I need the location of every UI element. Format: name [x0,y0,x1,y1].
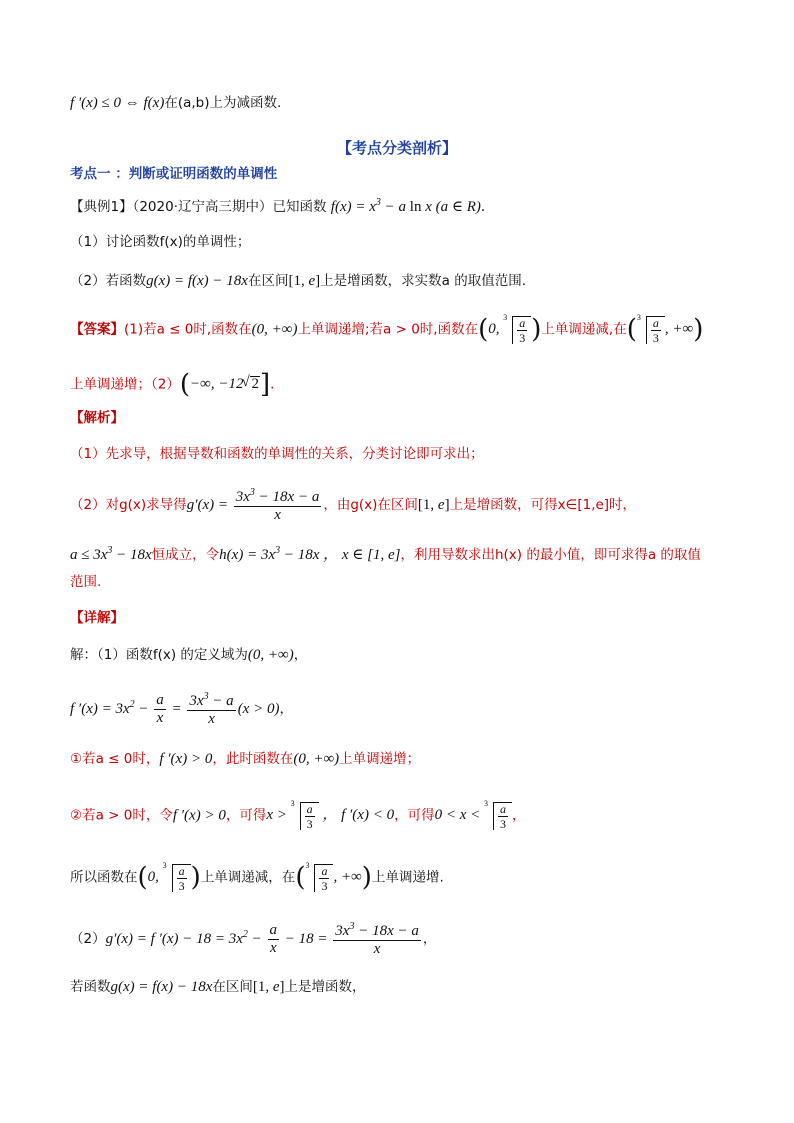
kaodian-text: 判断或证明函数的单调性 [128,166,278,182]
case2a: ②若a > 0时，令 [70,807,173,824]
q2-middle: 在区间 [247,273,289,289]
analysis-s2b: ，由g(x)在区间 [323,496,418,513]
intro-text: 在(a,b)上为减函数. [164,95,282,111]
conc-c: 上单调递增. [371,869,444,886]
analysis-line-3: $a \le 3x^3 - 18x$恒成立，令$h(x) = 3x^3 - 18x$ ， x ∈ [1, e]，利用导数求出h(x) 的最小值，即可求得a 的取值 [70,545,701,563]
conc-b: 上单调递减，在 [200,869,296,886]
answer-label: 【答案】 [70,321,124,338]
analysis-s2c: 上是增函数，可得x∈[1,e]时， [449,496,637,513]
analysis-s1: （1）先求导，根据导数和函数的单调性的关系，分类讨论即可求出； [70,446,484,462]
section-title: 【考点分类剖析】 [336,139,457,157]
conc-a: 所以函数在 [70,869,138,886]
answer-line-1: 【答案】(1)若a ≤ 0时,函数在(0, +∞)上单调递增;若a > 0时,函数在(0, 3 $\frac{a}{3}$ )上单调递减,在( 3 $\frac{a}{3}$ , +∞) [70,313,704,345]
q2-prefix: （2）若函数 [70,273,147,289]
g-prefix: （2） [70,930,106,947]
question-1: （1）讨论函数f(x)的单调性； [70,234,251,250]
case-1: ①若a ≤ 0时，f ′(x) > 0，此时函数在(0, +∞)上单调递增； [70,751,421,767]
kaodian-heading [70,168,277,182]
analysis-s4: 范围. [70,574,102,590]
kaodian-label: 考点一 ： [70,166,129,182]
last-c: 上是增函数， [284,979,366,995]
answer-p3: 上单调递减,在 [541,321,627,338]
intro-line: f '(x) ≤ 0 ⇔ f(x)在(a,b)上为减函数. [70,95,282,111]
analysis-s3a: 恒成立，令 [151,547,220,563]
last-b: 在区间 [212,979,253,995]
case2b: ，可得 [225,807,267,824]
example-source: （2020·辽宁高三期中） [132,199,273,215]
analysis-label: 【解析】 [70,410,124,426]
answer-p2: 上单调递增;若a > 0时,函数在 [297,321,479,338]
detail-domain: 解：（1）函数f(x) 的定义域为(0, +∞)， [70,647,308,663]
example-label: 【典例1】 [70,199,133,215]
q2-suffix: 上是增函数，求实数a 的取值范围. [320,273,526,289]
derivative-line: f $'(x) = 3x^2$ − $\frac{a}{x}$ = $\frac{3x^3 - a}{x}$ (x > 0)， [70,691,293,727]
case1c: 上单调递增； [339,751,421,767]
answer-line-2: 上单调递增；（2）(−∞, −12√ 2]. [70,372,274,398]
answer-p4: 上单调递增；（2） [70,376,180,393]
case1a: ①若a ≤ 0时， [70,751,160,767]
analysis-line-2: （2）对g(x)求导得g′(x) = $\frac{3x^3 - 18x - a}{x}$ ，由g(x)在区间[1, e]上是增函数，可得x∈[1,e]时， [70,487,637,523]
example-line: 【典例1】（2020·辽宁高三期中）已知函数 $f(x) = x^3 - a$ ln x (a ∈ R). [70,197,486,215]
case1b: ，此时函数在 [212,751,294,767]
last-a: 若函数 [70,979,111,995]
detail-d1a: 解：（1）函数f(x) 的定义域为 [70,647,248,663]
case2c: ，可得 [394,807,435,824]
question-2: （2）若函数g(x) = f(x) − 18x在区间[1, e]上是增函数，求实数a 的取值范围. [70,273,526,289]
analysis-s3b: ，利用导数求出h(x) 的最小值，即可求得a 的取值 [400,547,701,563]
detail-label: 【详解】 [70,610,124,626]
conclusion-1: 所以函数在(0, 3 $\frac{a}{3}$ )上单调递减，在( 3 $\frac{a}{3}$ , +∞)上单调递增. [70,861,444,893]
answer-p1: (1)若a ≤ 0时,函数在 [124,321,252,338]
last-line: 若函数g(x) = f(x) − 18x在区间[1, e]上是增函数， [70,979,366,995]
example-text: 已知函数 [272,199,327,215]
analysis-s2a: （2）对g(x)求导得 [70,496,187,513]
case-2: ②若a > 0时，令f ′(x) > 0，可得x > 3 $\frac{a}{3}$ ， f ′(x) < 0，可得0 < x < 3 $\frac{a}{3}$ ， [70,799,526,831]
g-derivative-line: （2）g′(x) = f $'(x) - 18 = 3x^2$ − $\frac{a}{x}$ − 18 = $\frac{3x^3 - 18x - a}{x}$ ， [70,921,437,957]
